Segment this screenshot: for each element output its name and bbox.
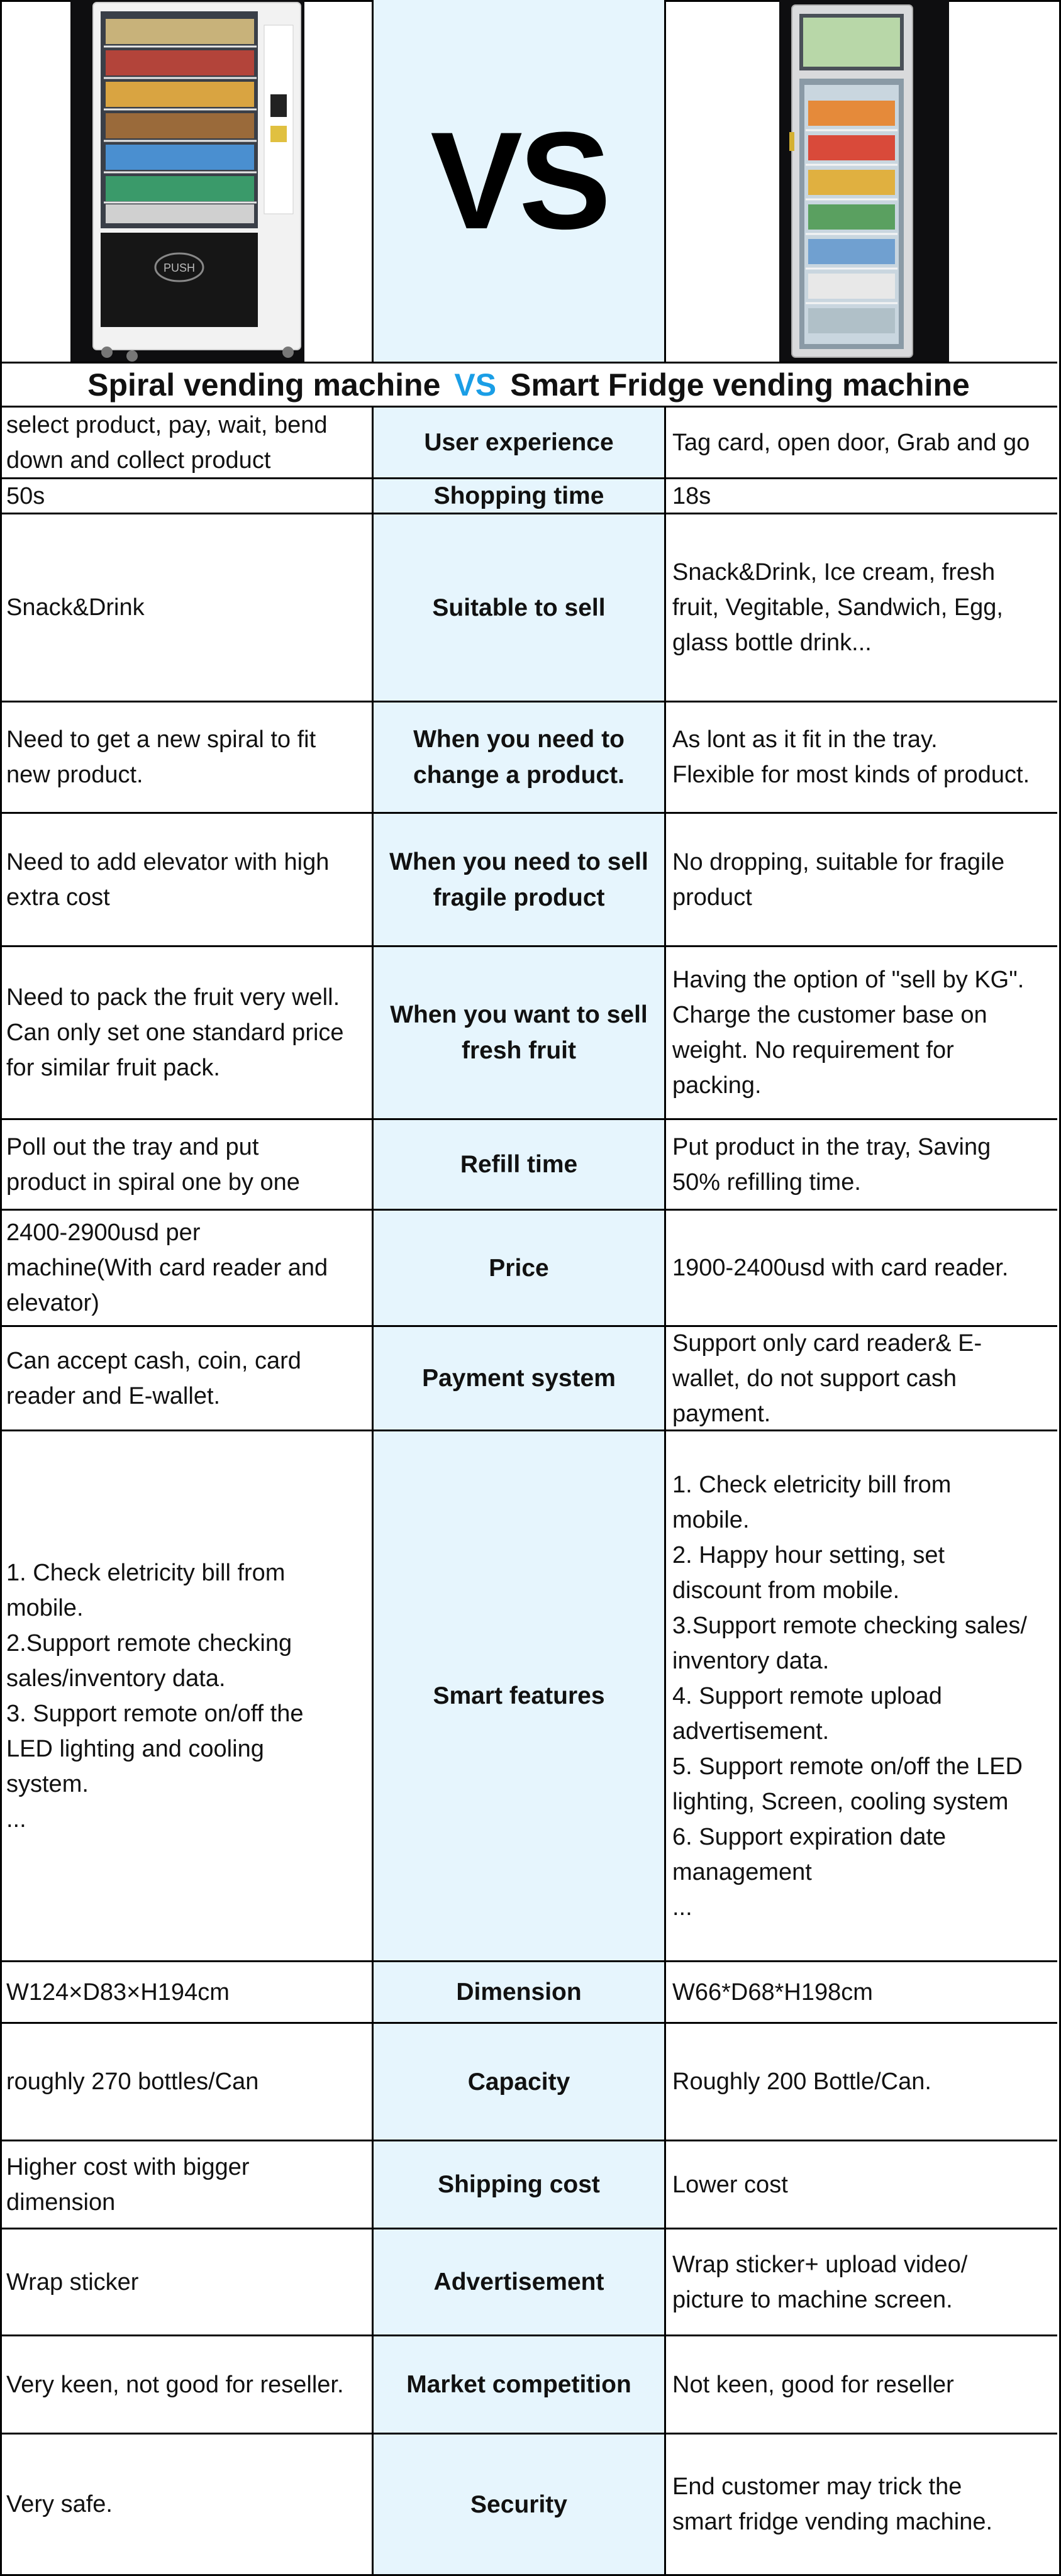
row-dimension bbox=[0, 1962, 1057, 2024]
spiral-vending-machine-image bbox=[0, 0, 372, 362]
left-value: Can accept cash, coin, card reader and E-wallet. bbox=[6, 1347, 301, 1409]
right-value: 18s bbox=[672, 482, 711, 509]
row-label: User experience bbox=[424, 429, 614, 456]
right-value: Roughly 200 Bottle/Can. bbox=[672, 2068, 931, 2095]
vs-big-label: VS bbox=[430, 103, 608, 258]
vs-cell bbox=[374, 0, 666, 362]
push-label: PUSH bbox=[163, 262, 196, 274]
left-value: W124×D83×H194cm bbox=[6, 1979, 230, 2006]
row-price bbox=[0, 1211, 1057, 1327]
row-label: Refill time bbox=[460, 1151, 578, 1178]
right-value: Tag card, open door, Grab and go bbox=[672, 429, 1030, 456]
row-label: Price bbox=[489, 1254, 549, 1282]
right-value: W66*D68*H198cm bbox=[672, 1979, 873, 2006]
left-value: Wrap sticker bbox=[6, 2268, 139, 2296]
right-value: Having the option of "sell by KG". Charge the customer base on weight. No requirement for packing. bbox=[672, 967, 1025, 1099]
row-label: When you need to sell fragile product bbox=[389, 848, 648, 911]
row-label: Shipping cost bbox=[438, 2171, 600, 2198]
row-payment-system bbox=[0, 1327, 1057, 1431]
left-value: Higher cost with bigger dimension bbox=[6, 2153, 250, 2216]
row-fragile-product bbox=[0, 814, 1057, 947]
row-label: Payment system bbox=[422, 1365, 616, 1392]
left-value: 50s bbox=[6, 482, 45, 509]
row-label: Advertisement bbox=[433, 2268, 604, 2296]
row-label: Market competition bbox=[406, 2371, 631, 2398]
row-user-experience bbox=[0, 408, 1057, 479]
left-value: Very safe. bbox=[6, 2491, 113, 2518]
row-shopping-time bbox=[0, 479, 1057, 514]
row-shipping-cost bbox=[0, 2141, 1057, 2229]
right-image-cell bbox=[666, 0, 1057, 362]
left-value: 1. Check eletricity bill from mobile. 2.Support remote checking sales/inventory data. 3. Support remote on/off the LED lighting and cooling system. ... bbox=[6, 1559, 304, 1833]
title-left: Spiral vending machine bbox=[87, 367, 441, 402]
row-smart-features bbox=[0, 1431, 1057, 1962]
row-suitable-to-sell bbox=[0, 514, 1057, 702]
row-refill-time bbox=[0, 1120, 1057, 1211]
title-vs: VS bbox=[454, 367, 497, 402]
row-label: When you want to sell fresh fruit bbox=[390, 1001, 648, 1064]
left-value: select product, pay, wait, bend down and collect product bbox=[6, 411, 328, 474]
row-label: Shopping time bbox=[433, 482, 604, 509]
left-value: 2400-2900usd per machine(With card reader and elevator) bbox=[6, 1219, 328, 1316]
row-label: When you need to change a product. bbox=[413, 726, 625, 789]
right-value: 1900-2400usd with card reader. bbox=[672, 1255, 1009, 1281]
right-value: Not keen, good for reseller bbox=[672, 2371, 954, 2398]
right-value: End customer may trick the smart fridge vending machine. bbox=[672, 2473, 993, 2535]
left-value: Need to get a new spiral to fit new product. bbox=[6, 726, 316, 788]
left-value: Need to add elevator with high extra cost bbox=[6, 848, 330, 911]
row-market-competition bbox=[0, 2336, 1057, 2434]
row-advertisement bbox=[0, 2229, 1057, 2336]
row-label: Smart features bbox=[433, 1682, 605, 1709]
right-value: Wrap sticker+ upload video/ picture to machine screen. bbox=[672, 2251, 968, 2313]
title-right: Smart Fridge vending machine bbox=[510, 367, 970, 402]
right-value: Lower cost bbox=[672, 2171, 788, 2198]
row-label: Security bbox=[470, 2490, 567, 2518]
right-value: As lont as it fit in the tray. Flexible for most kinds of product. bbox=[672, 726, 1030, 788]
row-label: Dimension bbox=[456, 1979, 582, 2006]
row-change-product bbox=[0, 702, 1057, 814]
left-value: Snack&Drink bbox=[6, 594, 145, 621]
row-fresh-fruit bbox=[0, 947, 1057, 1120]
row-security bbox=[0, 2434, 1057, 2574]
smart-fridge-vending-machine-image bbox=[666, 0, 1057, 362]
row-capacity bbox=[0, 2024, 1057, 2141]
row-label: Capacity bbox=[467, 2068, 570, 2096]
left-value: roughly 270 bottles/Can bbox=[6, 2068, 259, 2095]
right-value: 1. Check eletricity bill from mobile. 2. Happy hour setting, set discount from mobile. 3.Support remote checking sales/ inventory data. 4. Support remote upload advertisement. 5. Support remote on/off the LED lighting, Screen, cooling system 6. Support expiration date management ... bbox=[672, 1471, 1027, 1921]
left-value: Need to pack the fruit very well. Can only set one standard price for similar fruit pack. bbox=[6, 984, 344, 1081]
header-image-band bbox=[0, 0, 1057, 364]
right-value: Put product in the tray, Saving 50% refilling time. bbox=[672, 1133, 991, 1196]
left-value: Very keen, not good for reseller. bbox=[6, 2371, 344, 2398]
right-value: Support only card reader& E- wallet, do not support cash payment. bbox=[672, 1330, 982, 1427]
comparison-title bbox=[0, 364, 1057, 408]
right-value: No dropping, suitable for fragile product bbox=[672, 848, 1005, 911]
left-image-cell bbox=[0, 0, 374, 362]
row-label: Suitable to sell bbox=[432, 594, 606, 621]
left-value: Poll out the tray and put product in spiral one by one bbox=[6, 1133, 300, 1196]
right-value: Snack&Drink, Ice cream, fresh fruit, Vegitable, Sandwich, Egg, glass bottle drink... bbox=[672, 559, 1003, 656]
